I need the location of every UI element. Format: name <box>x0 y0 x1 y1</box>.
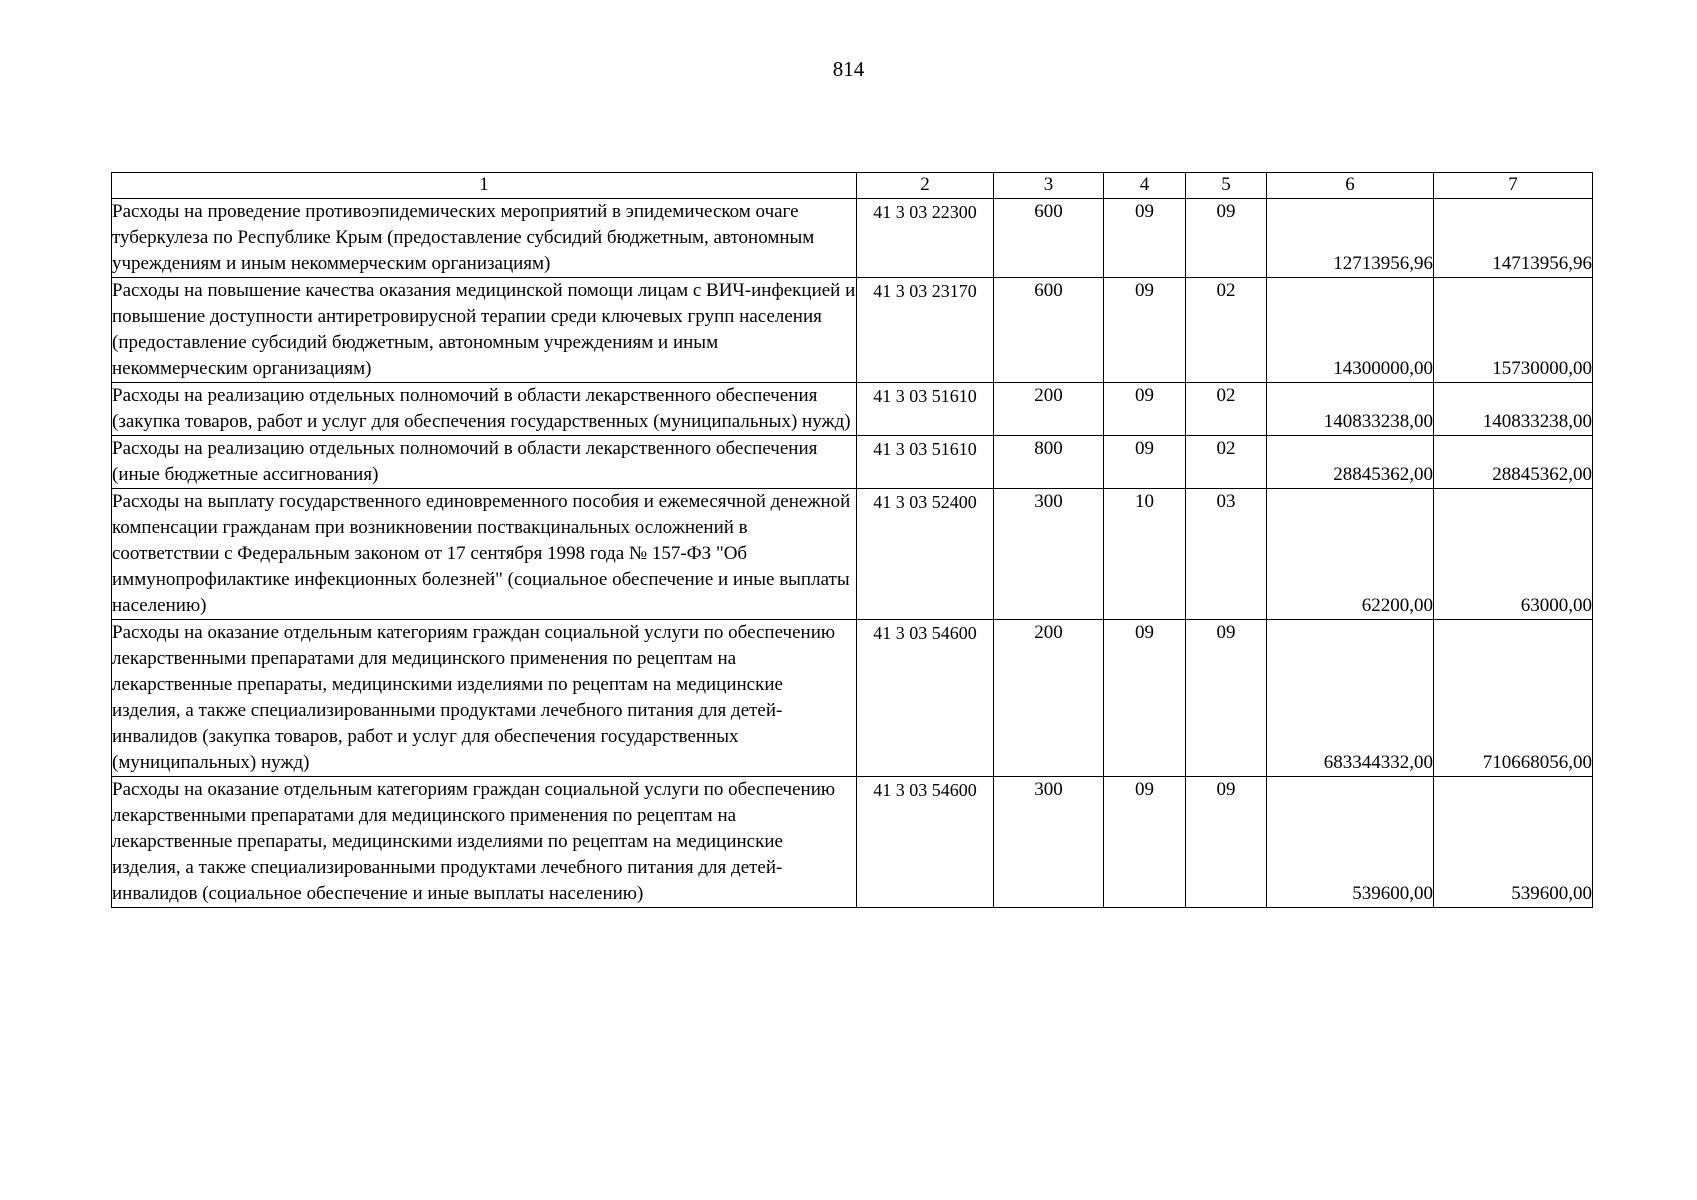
section-code: 09 <box>1104 436 1186 489</box>
table-row <box>112 199 1593 278</box>
expense-type-code: 600 <box>994 278 1104 383</box>
target-article-code: 41 3 03 54600 <box>857 620 994 777</box>
table-row <box>112 620 1593 777</box>
amount-year-1: 28845362,00 <box>1267 436 1434 489</box>
target-article-code: 41 3 03 22300 <box>857 199 994 278</box>
amount-year-1: 683344332,00 <box>1267 620 1434 777</box>
header-row <box>112 173 1593 199</box>
target-article-code: 41 3 03 54600 <box>857 777 994 908</box>
subsection-code: 09 <box>1186 777 1267 908</box>
subsection-code: 09 <box>1186 620 1267 777</box>
column-header-1: 1 <box>112 173 857 199</box>
amount-year-1: 539600,00 <box>1267 777 1434 908</box>
target-article-code: 41 3 03 23170 <box>857 278 994 383</box>
column-header-3: 3 <box>994 173 1104 199</box>
column-header-4: 4 <box>1104 173 1186 199</box>
target-article-code: 41 3 03 51610 <box>857 436 994 489</box>
subsection-code: 02 <box>1186 383 1267 436</box>
table-row <box>112 383 1593 436</box>
expense-description: Расходы на оказание отдельным категориям граждан социальной услуги по обеспечению лекарственными препаратами для медицинского применения по рецептам на лекарственные препараты, медицинскими изделиями по рецептам на медицинские изделия, а также специализированными продуктами лечебного питания для детей-инвалидов (закупка товаров, работ и услуг для обеспечения государственных (муниципальных) нужд) <box>112 620 857 777</box>
amount-year-2: 28845362,00 <box>1434 436 1593 489</box>
column-header-5: 5 <box>1186 173 1267 199</box>
amount-year-1: 62200,00 <box>1267 489 1434 620</box>
subsection-code: 03 <box>1186 489 1267 620</box>
amount-year-1: 140833238,00 <box>1267 383 1434 436</box>
amount-year-2: 710668056,00 <box>1434 620 1593 777</box>
subsection-code: 02 <box>1186 436 1267 489</box>
expense-description: Расходы на выплату государственного единовременного пособия и ежемесячной денежной компенсации гражданам при возникновении поствакцинальных осложнений в соответствии с Федеральным законом от 17 сентября 1998 года № 157-ФЗ "Об иммунопрофилактике инфекционных болезней" (социальное обеспечение и иные выплаты населению) <box>112 489 857 620</box>
page-number: 814 <box>832 57 865 81</box>
amount-year-2: 140833238,00 <box>1434 383 1593 436</box>
section-code: 09 <box>1104 278 1186 383</box>
amount-year-2: 15730000,00 <box>1434 278 1593 383</box>
column-header-2: 2 <box>857 173 994 199</box>
expense-description: Расходы на проведение противоэпидемических мероприятий в эпидемическом очаге туберкулеза по Республике Крым (предоставление субсидий бюджетным, автономным учреждениям и иным некоммерческим организациям) <box>112 199 857 278</box>
column-header-7: 7 <box>1434 173 1593 199</box>
expense-type-code: 800 <box>994 436 1104 489</box>
section-code: 09 <box>1104 199 1186 278</box>
section-code: 09 <box>1104 383 1186 436</box>
expense-description: Расходы на повышение качества оказания медицинской помощи лицам с ВИЧ-инфекцией и повышение доступности антиретровирусной терапии среди ключевых групп населения (предоставление субсидий бюджетным, автономным учреждениям и иным некоммерческим организациям) <box>112 278 857 383</box>
table-row <box>112 489 1593 620</box>
table-row <box>112 278 1593 383</box>
subsection-code: 09 <box>1186 199 1267 278</box>
section-code: 09 <box>1104 777 1186 908</box>
expense-type-code: 300 <box>994 777 1104 908</box>
column-header-6: 6 <box>1267 173 1434 199</box>
budget-table <box>111 172 1593 908</box>
table-row <box>112 436 1593 489</box>
table-body <box>112 199 1593 908</box>
amount-year-2: 14713956,96 <box>1434 199 1593 278</box>
amount-year-1: 12713956,96 <box>1267 199 1434 278</box>
expense-description: Расходы на реализацию отдельных полномочий в области лекарственного обеспечения (закупка товаров, работ и услуг для обеспечения государственных (муниципальных) нужд) <box>112 383 857 436</box>
expense-type-code: 600 <box>994 199 1104 278</box>
expense-type-code: 300 <box>994 489 1104 620</box>
expense-type-code: 200 <box>994 383 1104 436</box>
section-code: 10 <box>1104 489 1186 620</box>
table-row <box>112 777 1593 908</box>
expense-description: Расходы на реализацию отдельных полномочий в области лекарственного обеспечения (иные бюджетные ассигнования) <box>112 436 857 489</box>
amount-year-2: 63000,00 <box>1434 489 1593 620</box>
amount-year-2: 539600,00 <box>1434 777 1593 908</box>
subsection-code: 02 <box>1186 278 1267 383</box>
table-header <box>112 173 1593 199</box>
expense-description: Расходы на оказание отдельным категориям граждан социальной услуги по обеспечению лекарственными препаратами для медицинского применения по рецептам на лекарственные препараты, медицинскими изделиями по рецептам на медицинские изделия, а также специализированными продуктами лечебного питания для детей-инвалидов (социальное обеспечение и иные выплаты населению) <box>112 777 857 908</box>
section-code: 09 <box>1104 620 1186 777</box>
target-article-code: 41 3 03 52400 <box>857 489 994 620</box>
amount-year-1: 14300000,00 <box>1267 278 1434 383</box>
expense-type-code: 200 <box>994 620 1104 777</box>
target-article-code: 41 3 03 51610 <box>857 383 994 436</box>
